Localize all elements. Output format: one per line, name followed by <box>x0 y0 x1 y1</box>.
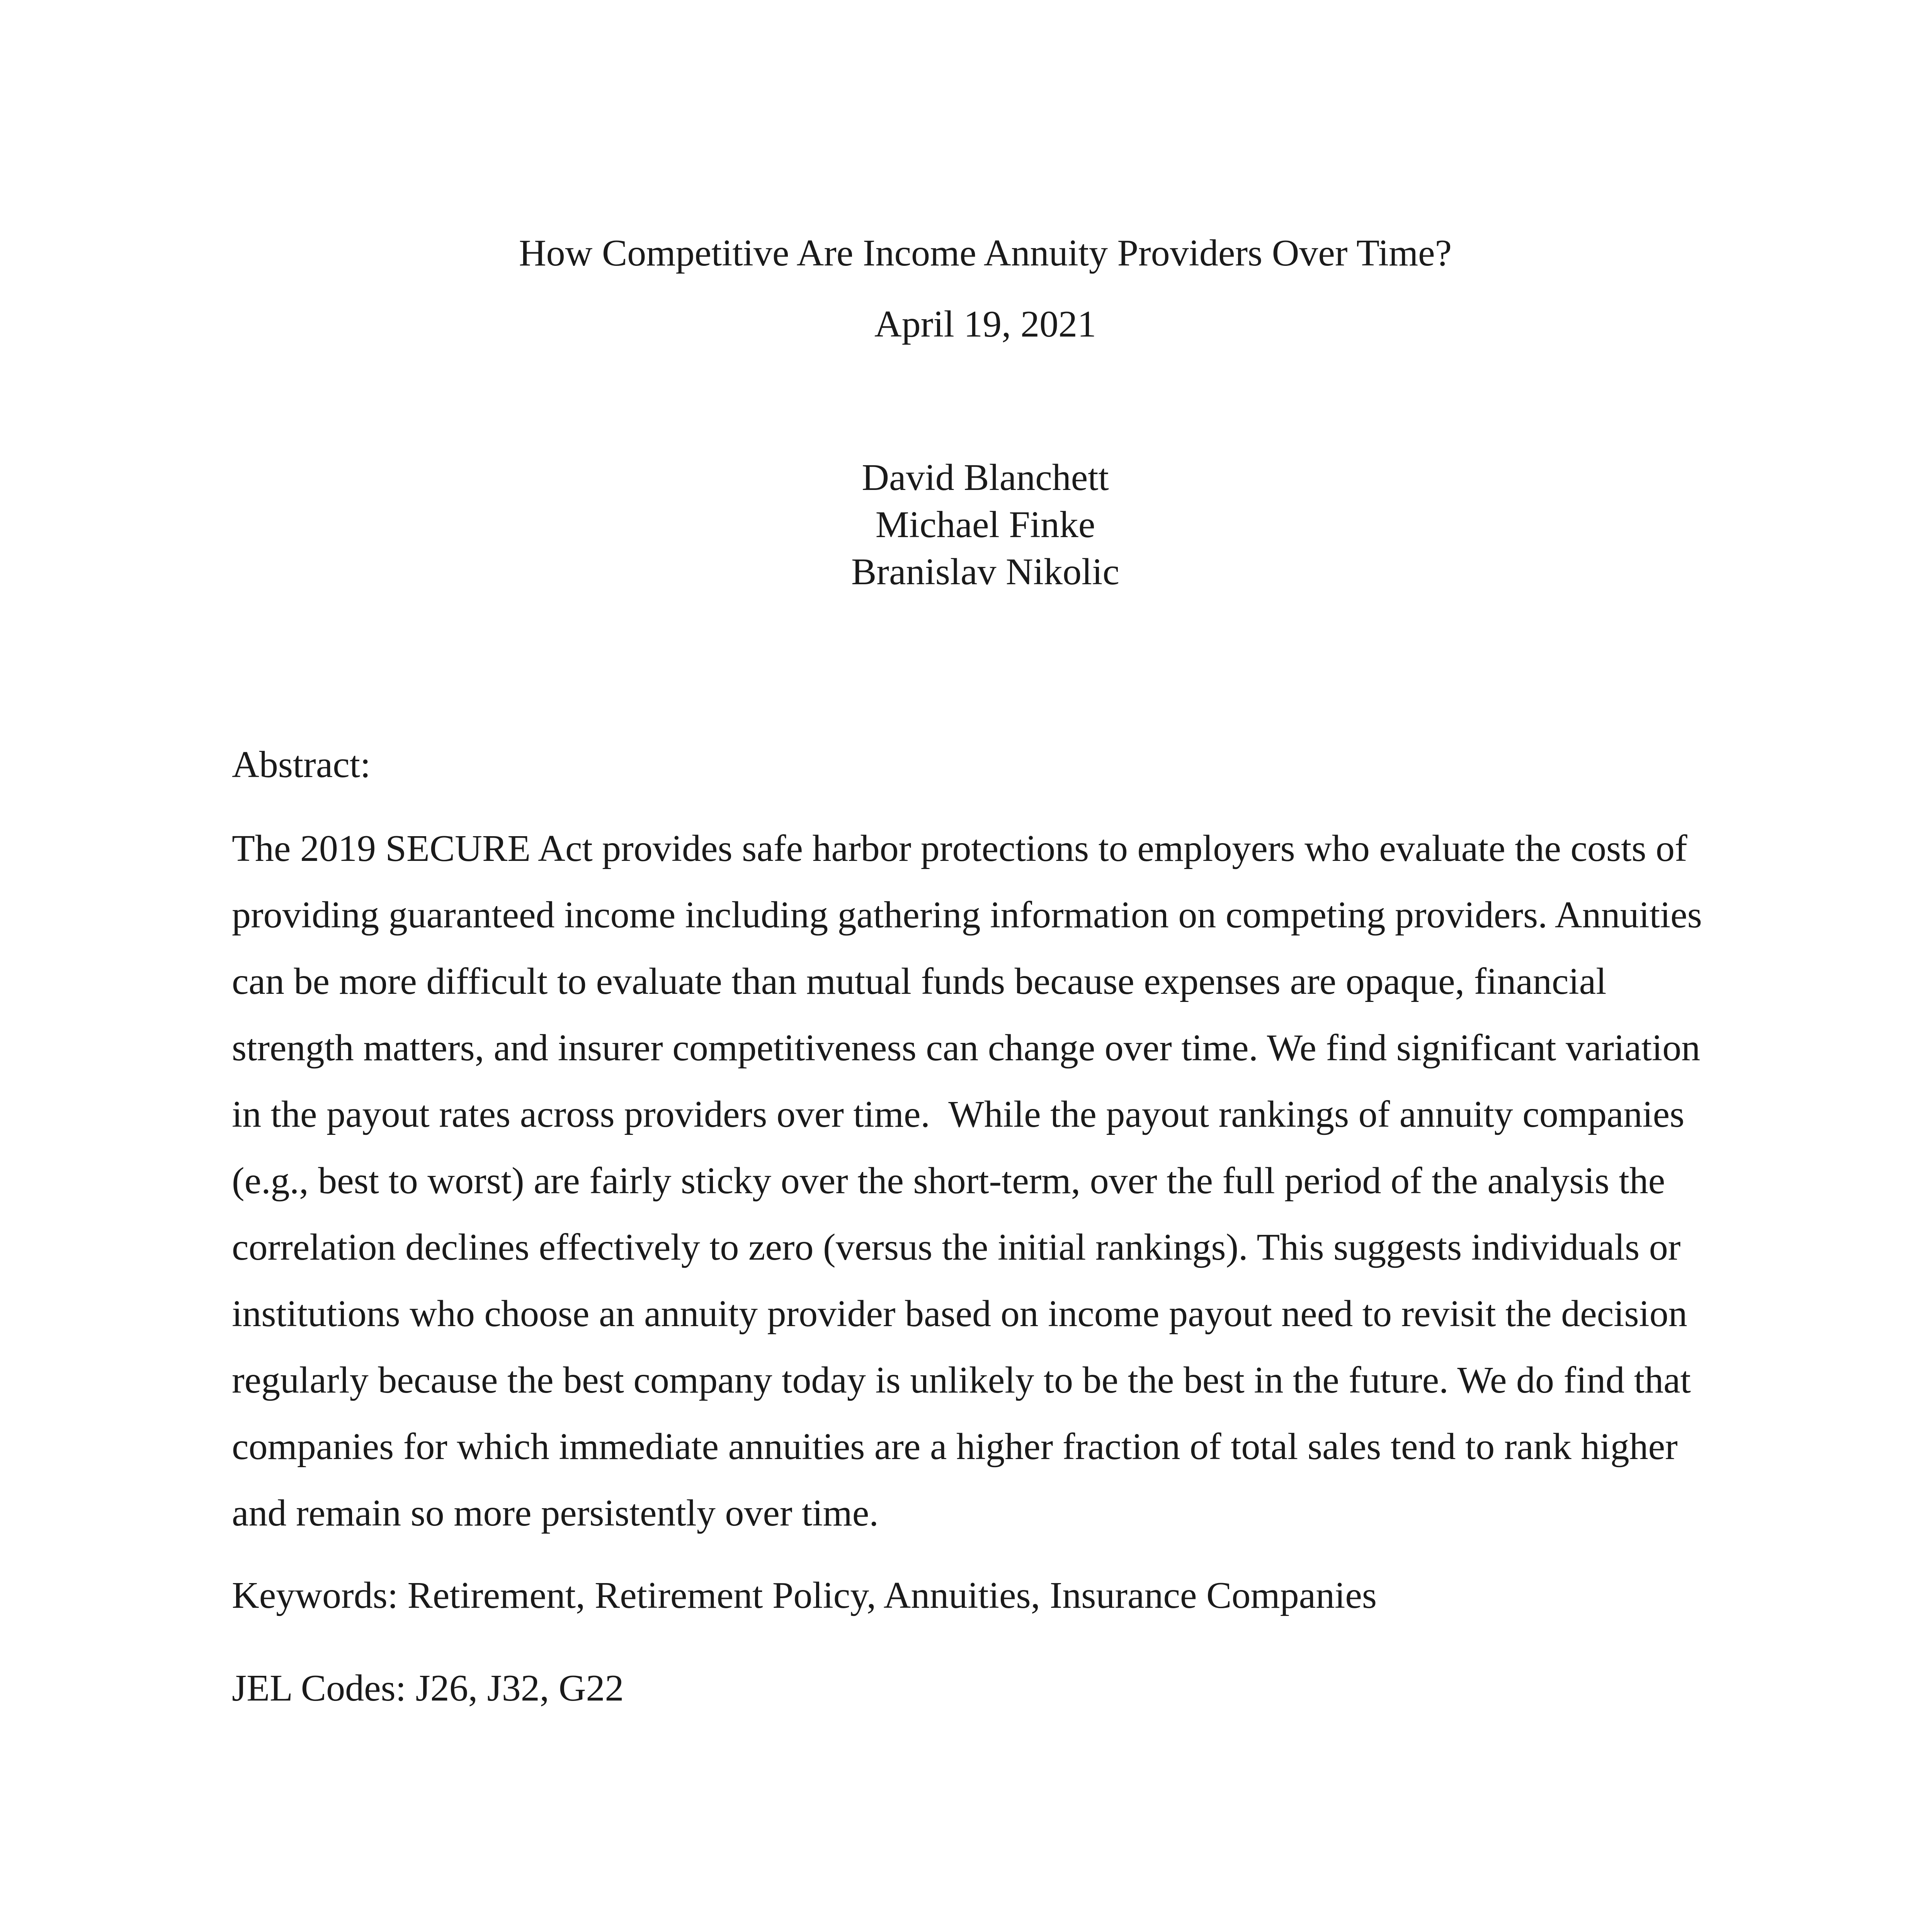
abstract-line: providing guaranteed income including gathering information on competing providers. Annuities <box>232 894 1702 936</box>
abstract-text <box>232 815 1739 1546</box>
paper-date: April 19, 2021 <box>874 303 1097 345</box>
abstract-line: can be more difficult to evaluate than mutual funds because expenses are opaque, financial <box>232 961 1607 1002</box>
abstract-line: regularly because the best company today is unlikely to be the best in the future. We do find that <box>232 1359 1691 1401</box>
abstract-line: companies for which immediate annuities are a higher fraction of total sales tend to rank higher <box>232 1426 1678 1468</box>
author-name: Michael Finke <box>875 504 1095 546</box>
keywords-line: Keywords: Retirement, Retirement Policy, Annuities, Insurance Companies <box>232 1575 1377 1616</box>
paper-title: How Competitive Are Income Annuity Providers Over Time? <box>519 232 1452 274</box>
abstract-line: strength matters, and insurer competitiveness can change over time. We find significant variation <box>232 1027 1701 1069</box>
abstract-line: correlation declines effectively to zero (versus the initial rankings). This suggests individuals or <box>232 1226 1681 1268</box>
abstract-heading: Abstract: <box>232 744 371 786</box>
abstract-line: (e.g., best to worst) are fairly sticky over the short-term, over the full period of the analysis the <box>232 1160 1665 1202</box>
abstract-line: in the payout rates across providers over time. While the payout rankings of annuity companies <box>232 1094 1685 1135</box>
abstract-line: institutions who choose an annuity provider based on income payout need to revisit the decision <box>232 1293 1687 1335</box>
author-name: Branislav Nikolic <box>851 551 1120 593</box>
author-list <box>0 454 1932 595</box>
author-name: David Blanchett <box>862 457 1109 498</box>
abstract-line: and remain so more persistently over time. <box>232 1492 879 1534</box>
abstract-line: The 2019 SECURE Act provides safe harbor protections to employers who evaluate the costs of <box>232 828 1687 869</box>
jel-codes-line: JEL Codes: J26, J32, G22 <box>232 1667 624 1709</box>
